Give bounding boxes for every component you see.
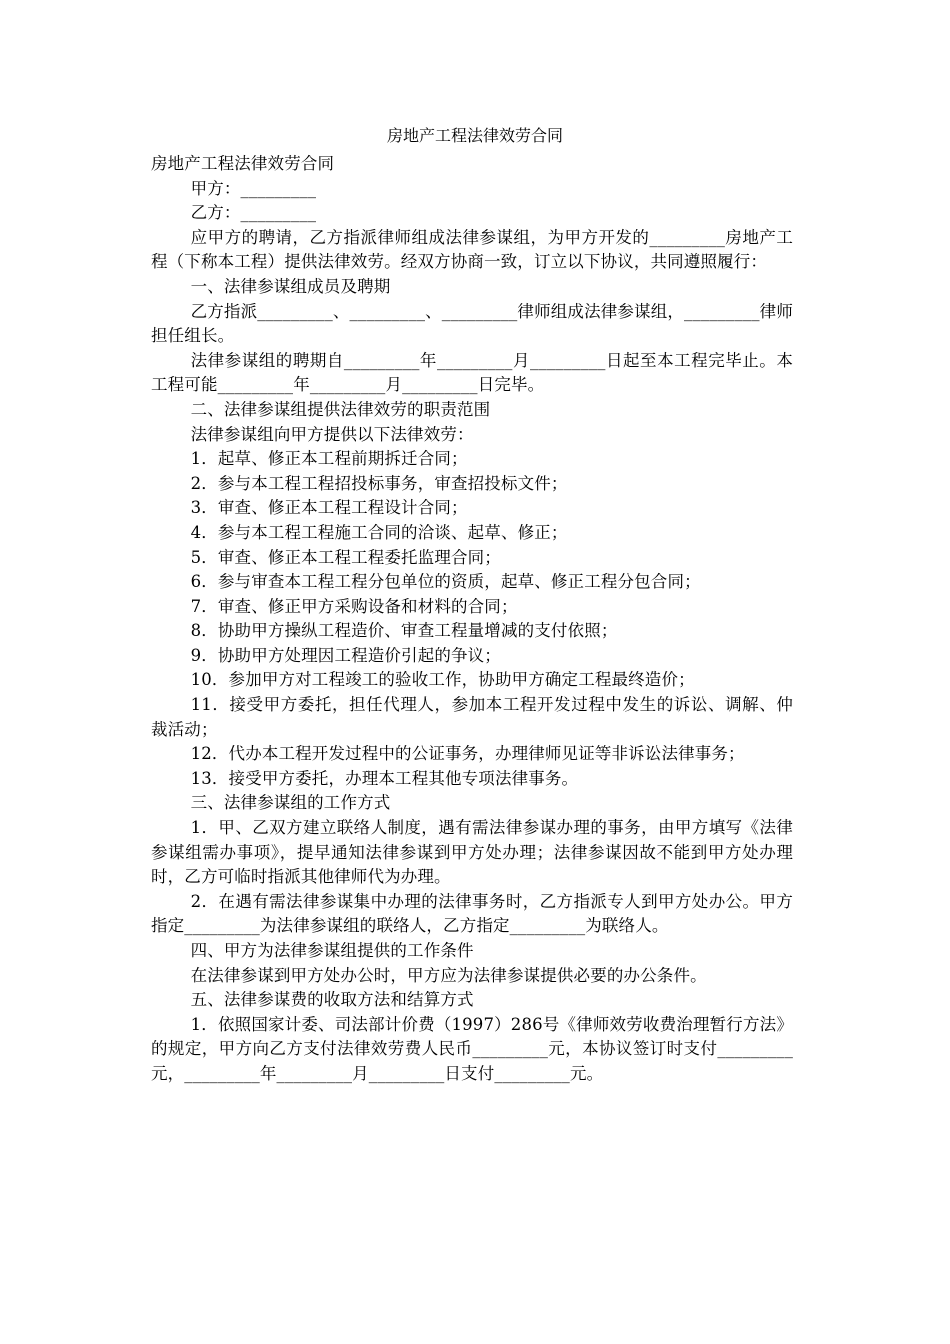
document-paragraph: 1．依照国家计委、司法部计价费（1997）286号《律师效劳收费治理暂行方法》的规定，甲方向乙方支付法律效劳费人民币_________元，本协议签订时支付_________元，_________年_________月_________日支付_________元。	[151, 1014, 793, 1083]
document-paragraph: 1．起草、修正本工程前期拆迁合同；	[190, 449, 468, 469]
document-paragraph: 乙方指派_________、_________、_________律师组成法律参谋组，_________律师担任组长。	[151, 301, 793, 346]
document-paragraph: 8．协助甲方操纵工程造价、审查工程量增减的支付依照；	[190, 621, 618, 641]
document-paragraph: 1．甲、乙双方建立联络人制度，遇有需法律参谋办理的事务，由甲方填写《法律参谋组需办事项》，提早通知法律参谋到甲方处办理；法律参谋因故不能到甲方处办理时，乙方可临时指派其他律师代为办理。	[151, 818, 793, 887]
document-paragraph: 在法律参谋到甲方处办公时，甲方应为法律参谋提供必要的办公条件。	[190, 965, 707, 985]
document-paragraph: 4．参与本工程工程施工合同的洽谈、起草、修正；	[190, 522, 568, 542]
document-title: 房地产工程法律效劳合同	[386, 126, 563, 145]
document-paragraph: 房地产工程法律效劳合同	[151, 154, 335, 173]
document-paragraph: 13．接受甲方委托，办理本工程其他专项法律事务。	[190, 768, 579, 788]
document-paragraph: 二、法律参谋组提供法律效劳的职责范围	[190, 399, 491, 419]
document-body	[151, 152, 793, 1087]
document-paragraph: 11．接受甲方委托，担任代理人，参加本工程开发过程中发生的诉讼、调解、仲裁活动；	[151, 695, 793, 739]
document-paragraph: 法律参谋组的聘期自_________年_________月_________日起至本工程完毕止。本工程可能_________年_________月_________日完毕。	[151, 350, 793, 395]
document-paragraph: 10．参加甲方对工程竣工的验收工作，协助甲方确定工程最终造价；	[190, 670, 695, 690]
document-paragraph: 3．审查、修正本工程工程设计合同；	[190, 498, 468, 518]
document-paragraph: 一、法律参谋组成员及聘期	[190, 276, 391, 296]
document-paragraph: 2．在遇有需法律参谋集中办理的法律事务时，乙方指派专人到甲方处办公。甲方指定_________为法律参谋组的联络人，乙方指定_________为联络人。	[151, 891, 793, 936]
document-paragraph: 甲方：_________	[190, 178, 317, 198]
document-paragraph: 应甲方的聘请，乙方指派律师组成法律参谋组，为甲方开发的_________房地产工程（下称本工程）提供法律效劳。经双方协商一致，订立以下协议，共同遵照履行：	[151, 227, 793, 272]
document-paragraph: 2．参与本工程工程招投标事务，审查招投标文件；	[190, 473, 568, 493]
document-paragraph: 四、甲方为法律参谋组提供的工作条件	[190, 941, 474, 960]
document-paragraph: 12．代办本工程开发过程中的公证事务，办理律师见证等非诉讼法律事务；	[190, 744, 745, 764]
document-paragraph: 五、法律参谋费的收取方法和结算方式	[190, 990, 474, 1010]
document-paragraph: 乙方：_________	[190, 203, 317, 223]
document-paragraph: 法律参谋组向甲方提供以下法律效劳：	[190, 424, 474, 444]
document-paragraph: 5．审查、修正本工程工程委托监理合同；	[190, 547, 501, 567]
document-paragraph: 三、法律参谋组的工作方式	[190, 793, 391, 813]
document-paragraph: 7．审查、修正甲方采购设备和材料的合同；	[190, 596, 518, 616]
document-paragraph: 9．协助甲方处理因工程造价引起的争议；	[190, 645, 501, 665]
document-paragraph: 6．参与审查本工程工程分包单位的资质，起草、修正工程分包合同；	[190, 572, 701, 592]
